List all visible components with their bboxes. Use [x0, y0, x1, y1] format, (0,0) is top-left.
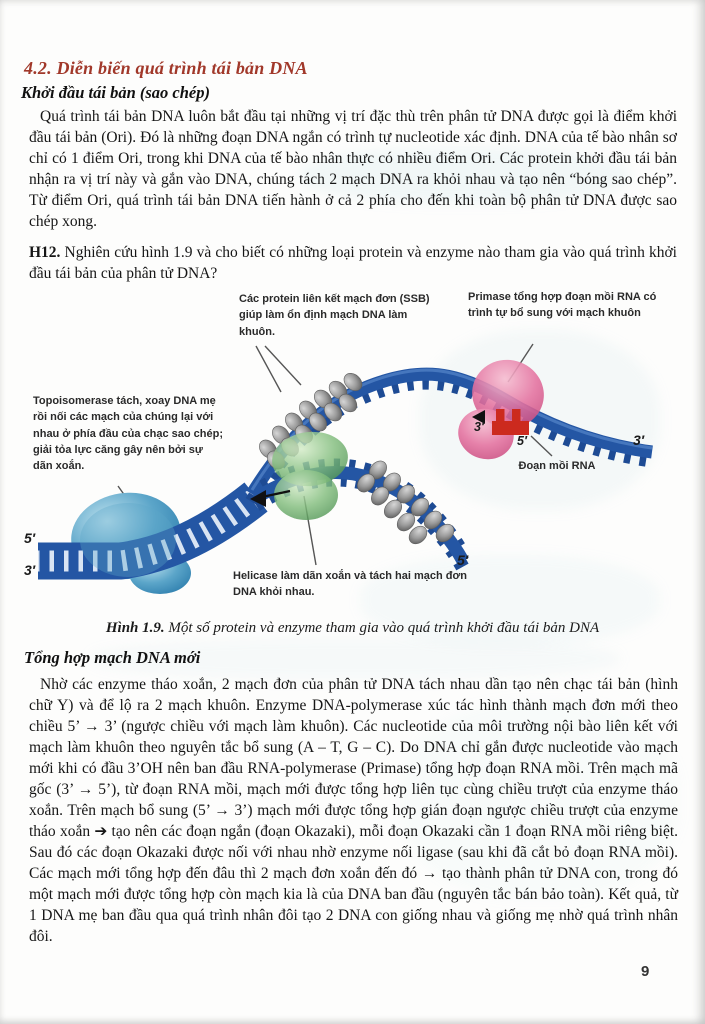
page-number: 9	[641, 963, 650, 980]
primase-blob	[452, 351, 552, 465]
strand-end-5-left: 5′	[24, 530, 36, 546]
question-label: H12.	[29, 244, 61, 261]
question-h12	[29, 242, 677, 284]
rna-primer-label: Đoạn mồi RNA	[518, 460, 596, 472]
question-text: Nghiên cứu hình 1.9 và cho biết có những loại protein và enzyme nào tham gia vào quá trình khởi đầu tái bản của phân tử DNA?	[29, 244, 677, 282]
subheading-initiation: Khởi đầu tái bản (sao chép)	[21, 83, 211, 102]
figure-caption	[0, 620, 705, 637]
topoisomerase-label: Topoisomerase tách, xoay DNA mẹ rồi nối các mạch của chúng lại với nhau ở phía đầu của chạc sao chép; giải tỏa lực căng gây nên bởi sự dãn xoắn.	[33, 395, 223, 473]
primase-label: Primase tổng hợp đoạn mồi RNA có trình tự bổ sung với mạch khuôn	[468, 291, 657, 320]
ssb-proteins-lower	[354, 458, 458, 548]
figure-caption-label: Hình 1.9.	[105, 620, 165, 636]
strand-end-3-right: 3′	[633, 432, 645, 448]
helicase-label: Helicase làm dãn xoắn và tách hai mạch đơn DNA khỏi nhau.	[233, 570, 468, 599]
ssb-label: Các protein liên kết mạch đơn (SSB) giúp làm ổn định mạch DNA làm khuôn.	[239, 293, 430, 338]
primer-end-5: 5′	[517, 434, 527, 448]
section-title: 4.2. Diễn biến quá trình tái bản DNA	[24, 58, 308, 78]
strand-end-3-left: 3′	[24, 562, 36, 578]
figure-caption-text: Một số protein và enzyme tham gia vào quá trình khởi đầu tái bản DNA	[164, 620, 600, 636]
subheading-synthesis: Tổng hợp mạch DNA mới	[24, 648, 201, 667]
paragraph-initiation: Quá trình tái bản DNA luôn bắt đầu tại những vị trí đặc thù trên phân tử DNA được gọi là điểm khởi đầu tái bản (Ori). Đó là những đoạn DNA ngắn có trình tự nucleotide xác định. DNA của tế bào nhân sơ chỉ có 1 điểm Ori, trong khi DNA của tế bào nhân thực có nhiều điểm Ori. Các protein khởi đầu tái bản nhận ra vị trí này và gắn vào DNA, chúng tách 2 mạch DNA ra khỏi nhau và tạo nên “bóng sao chép”. Từ điểm Ori, quá trình tái bản DNA tiến hành ở cả 2 phía cho đến khi toàn bộ phân tử DNA được sao chép xong.	[29, 108, 677, 230]
dna-replication-figure	[0, 282, 705, 620]
paragraph-synthesis: Nhờ các enzyme tháo xoắn, 2 mạch đơn của phân tử DNA tách nhau dần tạo nên chạc tái bản (hình chữ Y) và để lộ ra 2 mạch khuôn. Enzyme DNA-polymerase xúc tác hình thành mạch đơn mới theo chiều 5’ → 3’ (ngược chiều với mạch làm khuôn). Các nucleotide của môi trường nội bào liên kết với mạch làm khuôn theo nguyên tắc bổ sung (A – T, G – C). Do DNA chỉ gắn được nucleotide vào mạch mới khi có đầu 3’OH nên ban đầu RNA-polymerase (Primase) tổng hợp đoạn RNA mồi. Trên mạch mã gốc (3’ → 5’), từ đoạn RNA mồi, mạch mới được tổng hợp liên tục cùng chiều trượt của enzyme tháo xoắn. Trên mạch bổ sung (5’ → 3’) mạch mới được tổng hợp gián đoạn ngược chiều trượt của enzyme tháo xoắn ➔ tạo nên các đoạn ngắn (đoạn Okazaki), mỗi đoạn Okazaki cần 1 đoạn RNA mồi riêng biệt. Sau đó các đoạn Okazaki được nối với nhau nhờ enzyme nối ligase (sau khi đã cắt bỏ đoạn RNA mồi). Các mạch mới tổng hợp đến đâu thì 2 mạch đơn xoắn đến đó → tạo thành phân tử DNA con, trong đó một mạch mới được tổng hợp còn mạch kia là của DNA ban đầu (nguyên tắc bán bảo toàn). Kết quả, từ 1 DNA mẹ ban đầu qua quá trình nhân đôi tạo 2 DNA con giống nhau và giống mẹ nhờ quá trình nhân đôi.	[29, 676, 678, 945]
primer-end-3: 3′	[474, 420, 484, 434]
strand-end-5-lower: 5′	[457, 552, 469, 568]
topoisomerase-overlay	[80, 503, 176, 577]
